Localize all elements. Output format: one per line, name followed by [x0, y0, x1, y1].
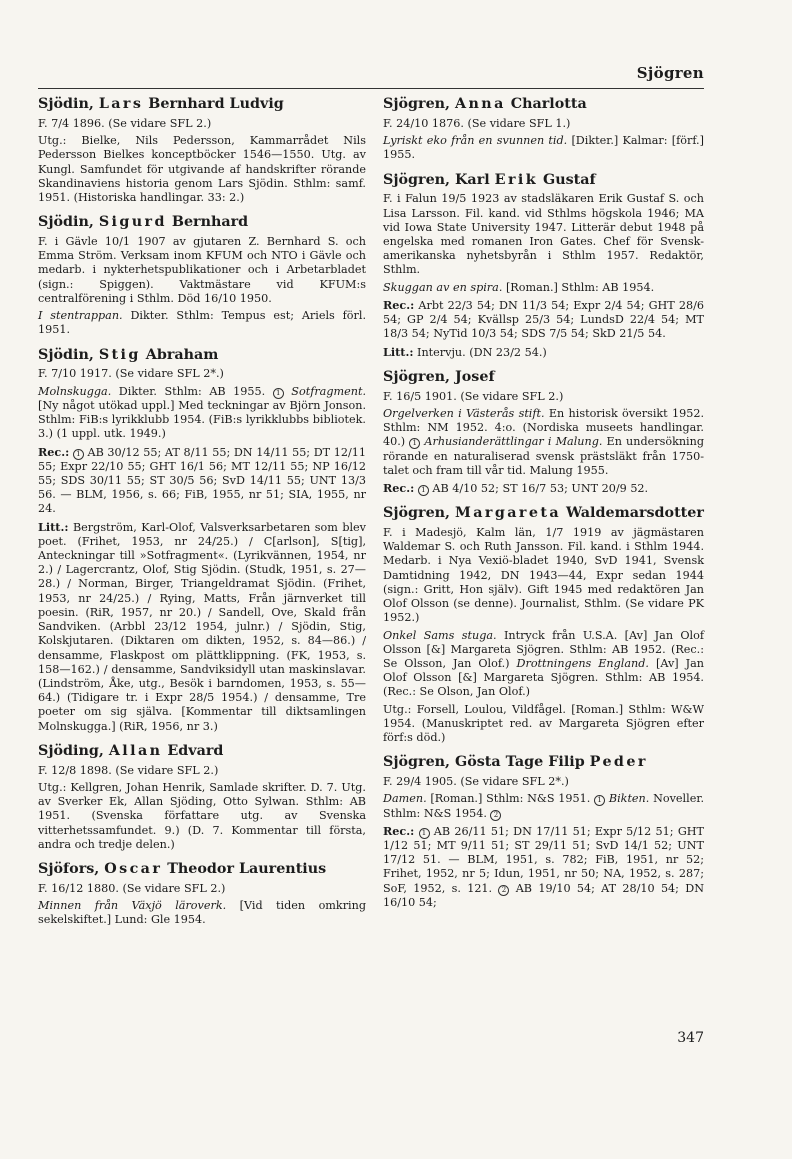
section-label: Rec.:: [38, 444, 70, 459]
entry-paragraph: [38, 764, 366, 778]
entry-paragraph: [383, 345, 704, 360]
text-run: AB 26/11 51; DN 17/11 51; Expr 5/12 51; GHT 1/12 51; MT 9/11 51; ST 29/11 51; SvD 14/1 52; UNT 17/12 51. — BLM, 1951, s. 782; FiB, 1951, nr 52; Frihet, 1952, nr 5; Idun, 1951, nr 50; NA, 1952, s. 287; SoF, 1952, s. 121.: [383, 824, 704, 895]
text-run: F. 29/4 1905. (Se vidare SFL 2*.): [383, 775, 569, 789]
entry-paragraph: [383, 134, 704, 162]
heading-other-names: Charlotta: [505, 96, 587, 112]
heading-given-name: Allan: [108, 742, 163, 759]
heading-surname: Sjödin,: [38, 96, 99, 112]
text-run: En historisk översikt 1952. Sthlm: NM 1952. 4:o. (Nordiska museets handlingar. 40.): [383, 406, 704, 449]
work-marker-badge: 1: [73, 449, 84, 460]
entry-paragraph: [383, 117, 704, 131]
heading-given-name: Stig: [98, 346, 141, 363]
heading-surname: Sjögren, Karl: [383, 171, 495, 188]
entry-paragraph: [38, 520, 366, 734]
right-column: [383, 96, 704, 919]
section-label: Rec.:: [383, 480, 415, 495]
heading-other-names: Edvard: [162, 742, 224, 759]
entry-heading: [383, 172, 704, 190]
heading-other-names: Bernhard Ludvig: [143, 96, 284, 112]
text-run: F. 16/12 1880. (Se vidare SFL 2.): [38, 881, 226, 895]
text-run: F. 16/5 1901. (Se vidare SFL 2.): [383, 389, 564, 403]
entry-paragraph: [38, 134, 366, 205]
work-marker-badge: 1: [418, 485, 429, 496]
section-label: Rec.:: [383, 297, 415, 312]
text-run: Intryck från U.S.A. [Av] Jan Olof Olsson [&] Margareta Sjögren. Sthlm: AB 1952. (Rec.: Se Olsson, Jan Olof.): [383, 628, 705, 670]
entry-heading: [38, 743, 366, 761]
text-run: Dikter. Sthlm: Tempus est; Ariels förl. 1951.: [38, 309, 366, 337]
heading-surname: Sjödin,: [38, 346, 99, 363]
page-number: 347: [677, 1030, 704, 1046]
entry-paragraph: [38, 367, 366, 381]
text-run: [Vid tiden omkring sekelskiftet.] Lund: Gle 1954.: [38, 899, 366, 927]
entry-paragraph: [383, 298, 704, 342]
entry-paragraph: [383, 703, 704, 746]
heading-given-name: Anna: [455, 96, 506, 112]
text-run: [Ny något utökad uppl.] Med teckningar av Björn Jonson. Sthlm: FiB:s lyrikklubb 1954. (FiB:s lyrikklubbs bibliotek. 3.) (1 uppl. utk. 1949.): [38, 398, 366, 441]
work-title: Drottningens England.: [516, 657, 649, 670]
text-run: [Roman.] Sthlm: AB 1954.: [502, 280, 655, 294]
header-rule: [38, 88, 704, 89]
text-run: Noveller. Sthlm: N&S 1954.: [383, 792, 704, 820]
entry-paragraph: [383, 775, 704, 789]
heading-other-names: Abraham: [140, 346, 219, 363]
text-run: Arbt 22/3 54; DN 11/3 54; Expr 2/4 54; GHT 28/6 54; GP 2/4 54; Kvällsp 25/3 54; LundsD 22/4 54; MT 18/3 54; NyTid 10/3 54; SDS 7/5 54; SkD 21/5 54.: [383, 298, 704, 341]
heading-surname: Sjögren, Josef: [383, 368, 495, 385]
bio-entry: [38, 214, 366, 337]
entry-paragraph: [38, 117, 366, 131]
text-run: Utg.: Forsell, Loulou, Vildfågel. [Roman.] Sthlm: W&W 1954. (Manuskriptet red. av Margareta Sjögren efter förf:s död.): [383, 702, 704, 745]
left-column: [38, 96, 366, 937]
entry-heading: [383, 505, 704, 523]
entry-paragraph: [38, 899, 366, 927]
bio-entry: [38, 347, 366, 734]
heading-given-name: Lars: [98, 96, 144, 112]
entry-paragraph: [38, 445, 366, 517]
work-title: Skuggan av en spira.: [383, 280, 503, 294]
section-label: Rec.:: [383, 823, 415, 838]
entry-heading: [383, 754, 704, 772]
heading-surname: Sjögren,: [383, 96, 456, 112]
entry-paragraph: [38, 235, 366, 306]
text-run: Utg.: Kellgren, Johan Henrik, Samlade skrifter. D. 7. Utg. av Sverker Ek, Allan Sjöding, Otto Sylwan. Sthlm: AB 1951. (Svenska författare utg. av Svenska vitterhetssamfundet. 9.) (D. 7. Kommentar till första, andra och tredje delen.): [38, 780, 366, 851]
work-title: Orgelverken i Västerås stift.: [383, 406, 545, 420]
work-marker-badge: 1: [273, 388, 284, 399]
entry-heading: [38, 214, 366, 232]
heading-given-name: Margareta: [455, 505, 561, 522]
bio-entry: [383, 505, 704, 745]
entry-heading: [383, 96, 704, 114]
entry-paragraph: [383, 629, 704, 700]
text-run: F. 7/10 1917. (Se vidare SFL 2*.): [38, 367, 224, 381]
heading-given-name: Sigurd: [98, 214, 167, 231]
work-title: Sotfragment.: [291, 384, 366, 398]
heading-surname: Sjögren, Gösta Tage Filip: [383, 754, 590, 771]
entry-paragraph: [38, 385, 366, 442]
entry-paragraph: [383, 390, 704, 404]
entry-paragraph: [383, 792, 704, 820]
work-title: Damen.: [383, 792, 427, 806]
entry-heading: [38, 96, 366, 114]
text-run: AB 4/10 52; ST 16/7 53; UNT 20/9 52.: [428, 481, 649, 495]
text-run: Utg.: Bielke, Nils Pedersson, Kammarrådet Nils Pedersson Bielkes konceptböcker 1546—1550. Utg. av Kungl. Samfundet för utgivande af handskrifter rörande Skandinaviens historia genom Lars Sjödin. Sthlm: samf. 1951. (Historiska handlingar. 33: 2.): [38, 134, 366, 204]
text-run: F. i Falun 19/5 1923 av stadsläkaren Erik Gustaf S. och Lisa Larsson. Fil. kand. vid Sthlms högskola 1946; MA vid Iowa State University 1947. Litterär debut 1948 på engelska med romanen Iron Gates. Chef för Svensk-amerikanska nyhetsbyrån i Sthlm 1957. Redaktör, Sthlm.: [383, 192, 704, 277]
section-label: Litt.:: [383, 344, 414, 359]
entry-paragraph: [383, 526, 704, 626]
work-marker-badge: 2: [490, 810, 501, 821]
text-run: En undersökning rörande en naturaliserad svensk prästsläkt från 1750-talet och fram till vår tid. Malung 1955.: [383, 435, 704, 477]
heading-surname: Sjögren,: [383, 505, 456, 522]
entry-paragraph: [383, 281, 704, 295]
heading-surname: Sjödin,: [38, 214, 99, 231]
work-marker-badge: 2: [498, 885, 509, 896]
entry-heading: [383, 369, 704, 387]
bio-entry: [38, 96, 366, 205]
work-marker-badge: 1: [409, 438, 420, 449]
entry-heading: [38, 347, 366, 365]
bio-entry: [383, 754, 704, 910]
heading-other-names: Waldemarsdotter: [561, 505, 704, 522]
work-marker-badge: 1: [419, 828, 430, 839]
bio-entry: [38, 743, 366, 852]
entry-paragraph: [38, 309, 366, 337]
heading-given-name: Oscar: [104, 861, 163, 878]
text-run: F. i Madesjö, Kalm län, 1/7 1919 av jägmästaren Waldemar S. och Ruth Jansson. Fil. kand. i Sthlm 1944. Medarb. i Nya Vexiö-bladet 1940, SvD 1941, Svensk Damtidning 1942, DN 1943—44, Expr sedan 1944 (sign.: Gritt, Hon själv). Gift 1945 med redaktören Jan Olof Olsson (se denne). Journalist, Sthlm. (Se vidare PK 1952.): [383, 526, 704, 625]
text-run: Intervju. (DN 23/2 54.): [413, 345, 547, 359]
bio-entry: [383, 369, 704, 496]
text-run: F. i Gävle 10/1 1907 av gjutaren Z. Bernhard S. och Emma Ström. Verksam inom KFUM och NTO i Gävle och medarb. i nykterhetspublikationer och i Arbetarbladet (sign.: Spiggen). Vaktmästare vid KFUM:s centralförening i Sthlm. Död 16/10 1950.: [38, 235, 366, 305]
entry-heading: [38, 861, 366, 879]
entry-paragraph: [383, 192, 704, 277]
entry-paragraph: [383, 481, 704, 496]
text-run: F. 7/4 1896. (Se vidare SFL 2.): [38, 116, 212, 130]
heading-surname: Sjöding,: [38, 742, 109, 759]
work-title: Molnskugga.: [38, 384, 112, 398]
work-title: Bikten.: [608, 792, 650, 806]
heading-given-name: Peder: [589, 754, 648, 771]
text-run: Bergström, Karl-Olof, Valsverksarbetaren som blev poet. (Frihet, 1953, nr 24/25.) / C[arlson], S[tig], Anteckningar till »Sotfragment«. (Lyrikvännen, 1954, nr 2.) / Lagercrantz, Olof, Stig Sjödin. (Studk, 1951, s. 27—28.) / Norman, Birger, Triangeldramat Sjödin. (Frihet, 1953, nr 24/25.) / Rying, Matts, Från järnverket till poesin. (RiR, 1957, nr 20.) / Sandell, Ove, Skald från Sandviken. (Arbbl 23/12 1954, julnr.) / Sjödin, Stig, Kolskjutaren. (Diktaren om dikten, 1952, s. 84—86.) / densamme, Flaskpost om plättklippning. (FK, 1953, s. 158—162.) / densamme, Sandviksidyll utan maskinslavar. (Lindström, Åke, utg., Besök i barndomen, 1953, s. 55—64.) (Tidigare tr. i Expr 28/5 1954.) / densamme, Tre poeter om sig själva. [Kommentar till diktsamlingen Molnskugga.] (RiR, 1956, nr 3.): [38, 520, 366, 733]
heading-other-names: Theodor Laurentius: [162, 861, 327, 878]
work-title: Lyriskt eko från en svunnen tid.: [383, 134, 568, 148]
work-title: Onkel Sams stuga.: [383, 628, 497, 642]
text-run: F. 24/10 1876. (Se vidare SFL 1.): [383, 116, 571, 130]
work-title: Minnen från Växjö läroverk.: [38, 899, 227, 913]
section-label: Litt.:: [38, 519, 69, 534]
text-run: [414, 825, 418, 838]
text-run: AB 19/10 54; AT 28/10 54; DN 16/10 54;: [383, 881, 705, 909]
bio-entry: [383, 96, 704, 163]
heading-other-names: Gustaf: [538, 171, 596, 188]
text-run: [Roman.] Sthlm: N&S 1951.: [426, 792, 595, 806]
entry-paragraph: [383, 407, 704, 478]
running-head: Sjögren: [636, 64, 704, 82]
work-title: Arhusianderättlingar i Malung.: [424, 435, 603, 449]
entry-paragraph: [38, 781, 366, 852]
text-run: F. 12/8 1898. (Se vidare SFL 2.): [38, 763, 219, 777]
heading-other-names: Bernhard: [166, 214, 249, 231]
work-title: I stentrappan.: [38, 309, 123, 323]
heading-surname: Sjöfors,: [38, 861, 105, 878]
bio-entry: [38, 861, 366, 928]
entry-paragraph: [383, 824, 704, 910]
text-run: [Dikter.] Kalmar: [förf.] 1955.: [383, 134, 704, 162]
heading-given-name: Erik: [494, 171, 539, 188]
text-run: Dikter. Sthlm: AB 1955.: [111, 384, 273, 398]
bio-entry: [383, 172, 704, 360]
entry-paragraph: [38, 882, 366, 896]
work-marker-badge: 1: [594, 795, 605, 806]
text-run: AB 30/12 55; AT 8/11 55; DN 14/11 55; DT 12/11 55; Expr 22/10 55; GHT 16/1 56; MT 12/11 55; NP 16/12 55; SDS 30/11 55; ST 30/5 56; SvD 14/11 55; UNT 13/3 56. — BLM, 1956, s. 66; FiB, 1955, nr 51; SIA, 1955, nr 24.: [38, 445, 366, 516]
text-run: [Av] Jan Olof Olsson [&] Margareta Sjögren. Sthlm: AB 1954. (Rec.: Se Olson, Jan Olof.): [383, 657, 704, 699]
